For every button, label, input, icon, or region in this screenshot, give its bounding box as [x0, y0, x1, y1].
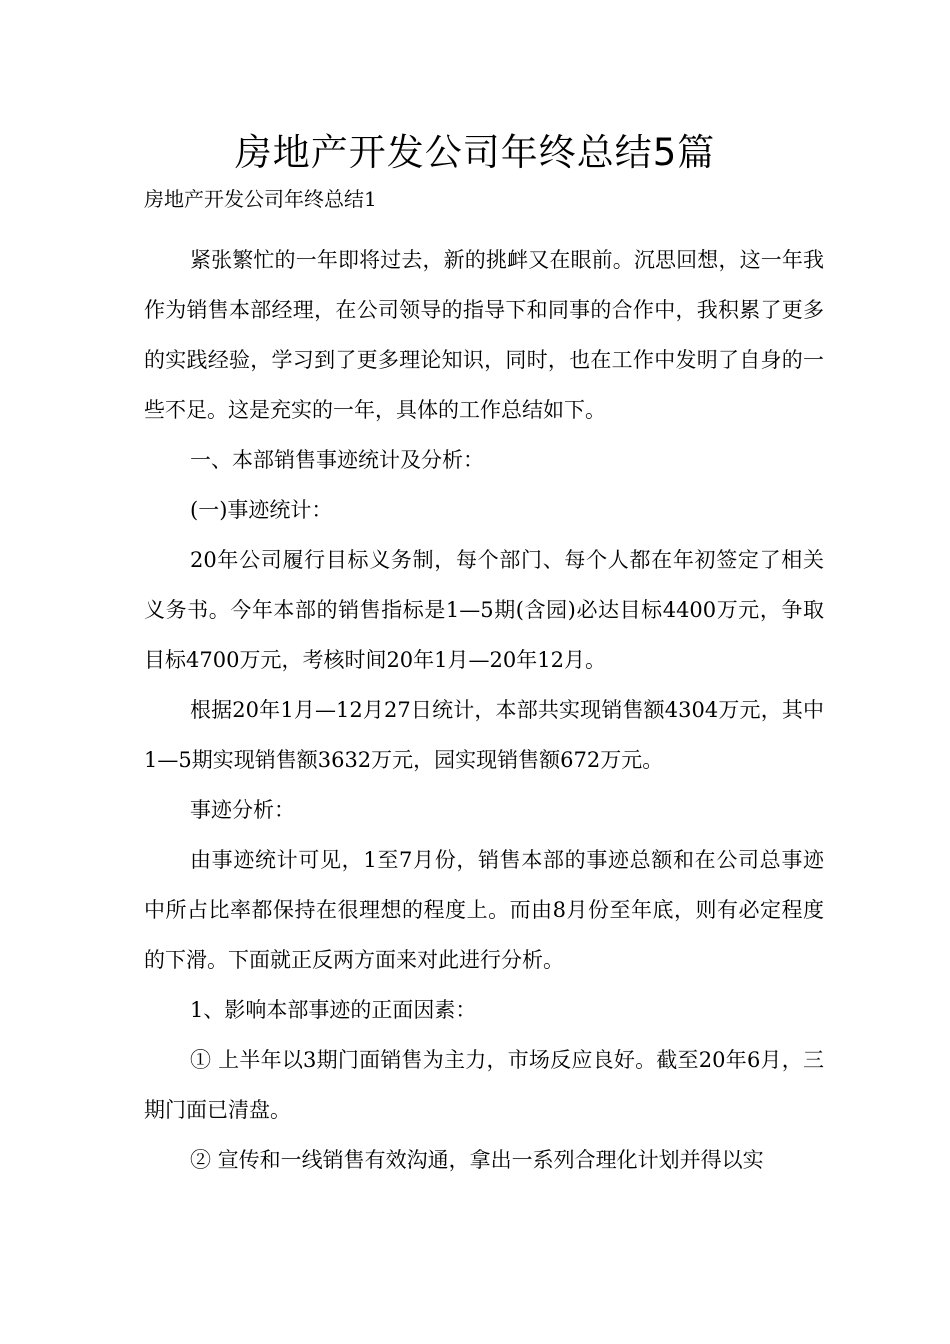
document-body	[144, 235, 824, 1185]
paragraph-analysis: 由事迹统计可见，1至7月份，销售本部的事迹总额和在公司总事迹中所占比率都保持在很理想的程度上。而由8月份至年底，则有必定程度的下滑。下面就正反两方面来对此进行分析。	[144, 848, 824, 972]
document-subtitle: 房地产开发公司年终总结1	[144, 187, 377, 211]
list-item-factor-1: ① 上半年以3期门面销售为主力，市场反应良好。截至20年6月，三期门面已清盘。	[144, 1048, 824, 1122]
subsection-heading-statistics: (一)事迹统计：	[190, 498, 333, 522]
heading-positive-factors: 1、影响本部事迹的正面因素：	[190, 998, 477, 1022]
paragraph-targets: 20年公司履行目标义务制，每个部门、每个人都在年初签定了相关义务书。今年本部的销售指标是1—5期(含园)必达目标4400万元，争取目标4700万元，考核时间20年1月—20年12月。	[144, 548, 824, 672]
subsection-heading-analysis: 事迹分析：	[190, 798, 295, 822]
document-title: 房地产开发公司年终总结5篇	[234, 131, 716, 174]
paragraph-sales-results: 根据20年1月—12月27日统计，本部共实现销售额4304万元，其中1—5期实现销售额3632万元，园实现销售额672万元。	[144, 698, 824, 772]
list-item-factor-2: ② 宣传和一线销售有效沟通，拿出一系列合理化计划并得以实	[190, 1148, 764, 1172]
section-heading-sales: 一、本部销售事迹统计及分析：	[190, 448, 484, 472]
paragraph-intro: 紧张繁忙的一年即将过去，新的挑衅又在眼前。沉思回想，这一年我作为销售本部经理，在公司领导的指导下和同事的合作中，我积累了更多的实践经验，学习到了更多理论知识，同时，也在工作中发明了自身的一些不足。这是充实的一年，具体的工作总结如下。	[144, 248, 824, 422]
